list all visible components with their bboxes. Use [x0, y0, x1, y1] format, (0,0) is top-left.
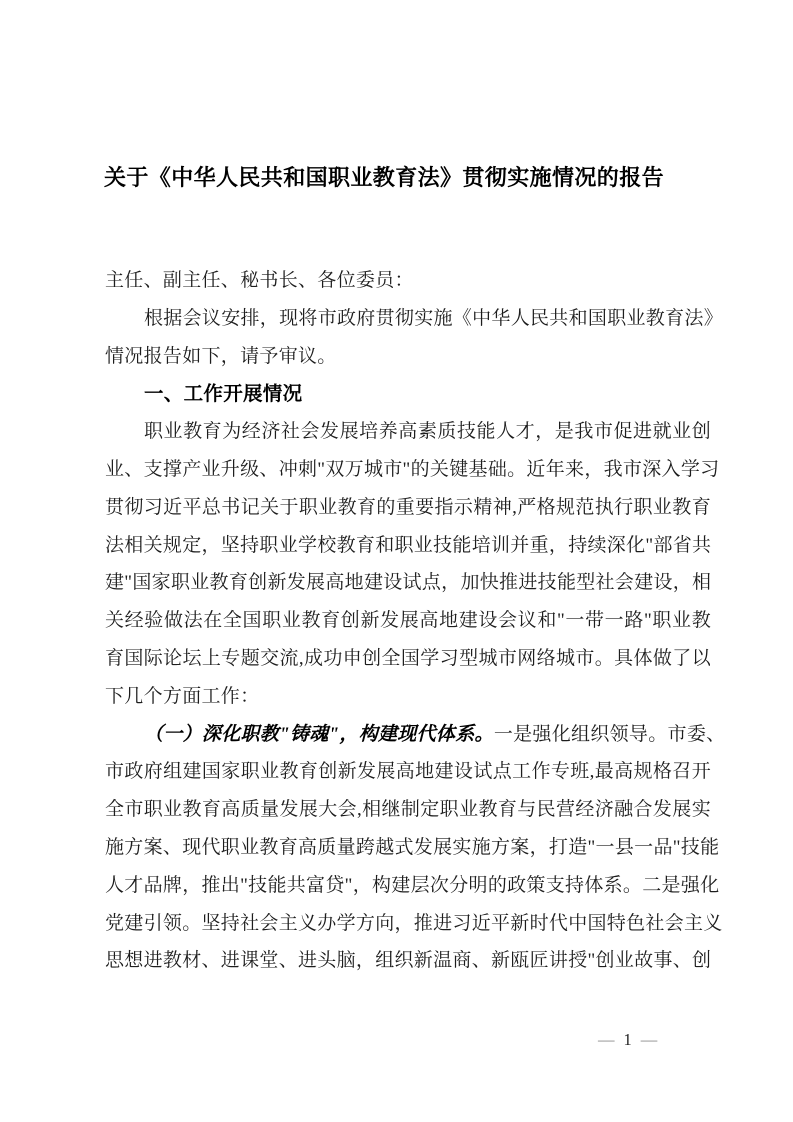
para-1-line-5: 建"国家职业教育创新发展高地建设试点，加快推进技能型社会建设，相	[105, 572, 712, 594]
para-1-line-3: 贯彻习近平总书记关于职业教育的重要指示精神,严格规范执行职业教育	[105, 496, 711, 518]
document-title: 关于《中华人民共和国职业教育法》贯彻实施情况的报告	[104, 166, 665, 191]
subsection-1-heading: （一）深化职教"铸魂"，构建现代体系。	[144, 723, 494, 745]
salutation: 主任、副主任、秘书长、各位委员：	[105, 270, 414, 291]
para-1-line-7: 育国际论坛上专题交流,成功申创全国学习型城市网络城市。具体做了以	[105, 647, 711, 669]
subsection-1-line-4: 施方案、现代职业教育高质量跨越式发展实施方案，打造"一县一品"技能	[105, 836, 720, 858]
subsection-1-line-3: 全市职业教育高质量发展大会,相继制定职业教育与民营经济融合发展实	[105, 799, 711, 821]
subsection-1-line-7: 思想进教材、进课堂、进头脑，组织新温商、新瓯匠讲授"创业故事、创	[105, 950, 712, 972]
document-body	[105, 262, 726, 980]
para-1-line-4: 法相关规定，坚持职业学校教育和职业技能培训并重，持续深化"部省共	[105, 534, 712, 556]
subsection-1-line-2: 市政府组建国家职业教育创新发展高地建设试点工作专班,最高规格召开	[105, 761, 711, 783]
page-number-value: 1	[623, 1030, 632, 1049]
subsection-1-lead-text: 一是强化组织领导。市委、	[493, 723, 726, 745]
intro-line-1: 根据会议安排，现将市政府贯彻实施《中华人民共和国职业教育法》	[144, 307, 724, 329]
para-1-line-6: 关经验做法在全国职业教育创新发展高地建设会议和"一带一路"职业教	[105, 610, 711, 632]
subsection-1-line-6: 党建引领。坚持社会主义办学方向，推进习近平新时代中国特色社会主义	[105, 912, 723, 934]
section-1-heading: 一、工作开展情况	[144, 382, 303, 406]
intro-line-2: 情况报告如下，请予审议。	[105, 345, 337, 367]
subsection-1-first-line	[105, 716, 726, 754]
para-1-line-8: 下几个方面工作：	[105, 685, 260, 707]
page-number-right-dash: —	[640, 1030, 658, 1049]
subsection-1-line-5: 人才品牌，推出"技能共富贷"，构建层次分明的政策支持体系。二是强化	[105, 874, 720, 896]
page-number	[598, 1030, 657, 1050]
page-number-left-dash: —	[598, 1030, 615, 1049]
para-1-line-2: 业、支撑产业升级、冲刺"双万城市"的关键基础。近年来，我市深入学习	[105, 458, 720, 480]
para-1-line-1: 职业教育为经济社会发展培养高素质技能人才，是我市促进就业创	[144, 421, 711, 443]
